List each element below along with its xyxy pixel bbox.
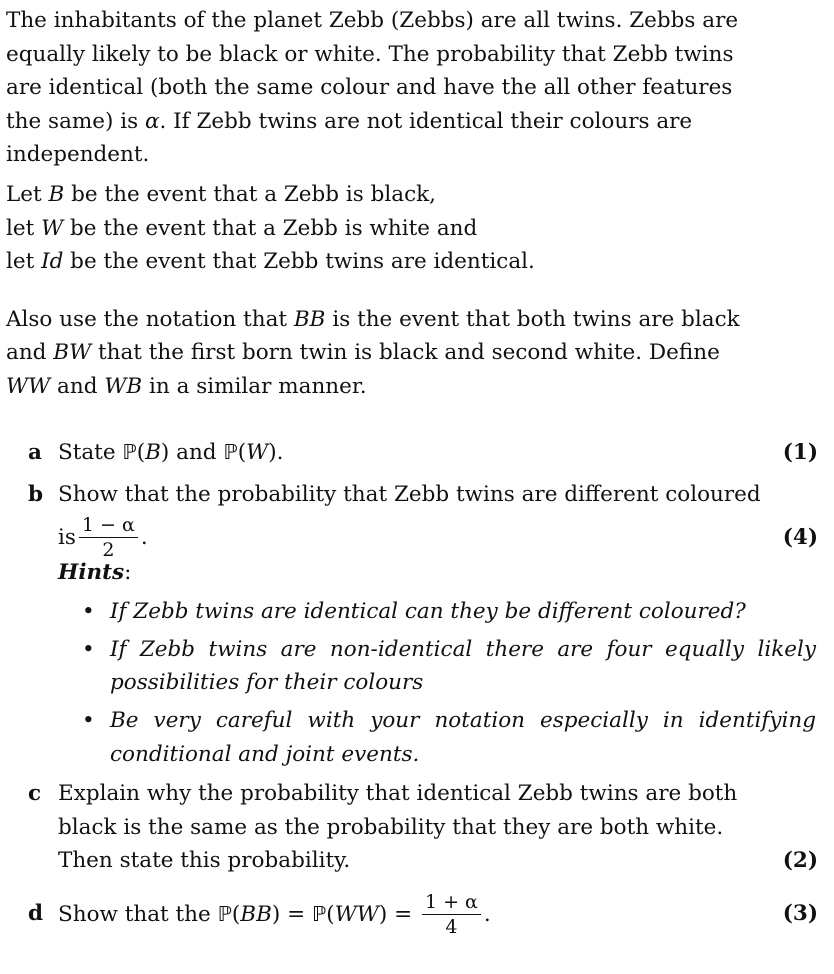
- question-c-line-1: Explain why the probability that identical Zebb twins are both: [58, 781, 738, 807]
- hint-item: [82, 704, 816, 771]
- intro-line-4: [6, 105, 818, 139]
- fraction-numerator: 1 − α: [79, 514, 138, 538]
- notation-line-2-rest: that the first born twin is black and second white. Define: [91, 340, 720, 366]
- question-c-text: [58, 777, 784, 878]
- question-c-marks: (2): [782, 848, 818, 874]
- intro-line-4-rest: . If Zebb twins are not identical their colours are: [159, 108, 693, 134]
- question-b-is: is: [58, 524, 76, 550]
- question-a-label: a: [28, 440, 42, 465]
- notation-line-2: [6, 336, 818, 370]
- intro-line-3: are identical (both the same colour and have the all other features: [6, 75, 733, 101]
- question-d-text: Show that the ℙ(BB) = ℙ(WW) = $\frac{1 + \alpha}{4}$ .: [58, 891, 491, 939]
- question-d-equals-2: ) =: [378, 901, 419, 927]
- event-id-text: be the event that Zebb twins are identical.: [63, 249, 535, 275]
- prob-symbol: ℙ: [223, 440, 238, 464]
- event-id-symbol: Id: [41, 249, 64, 275]
- event-b-line: [6, 178, 818, 212]
- question-b-line-1: Show that the probability that Zebb twins are different coloured: [58, 482, 761, 507]
- notation-line-3-rest: in a similar manner.: [142, 373, 367, 399]
- fraction-numerator: 1 + α: [422, 891, 481, 915]
- question-a: [28, 436, 818, 476]
- notation-paragraph: [6, 303, 818, 404]
- question-a-text: State ℙ(B) and ℙ(W).: [58, 440, 284, 465]
- event-w-prefix: let: [6, 215, 42, 241]
- question-c: [28, 777, 818, 878]
- prob-symbol: ℙ: [217, 901, 232, 926]
- question-a-end: ).: [268, 440, 284, 465]
- document-page: [6, 4, 818, 404]
- fraction-denominator: 2: [102, 539, 115, 562]
- alpha-symbol: α: [144, 108, 160, 134]
- question-d-period: .: [483, 901, 491, 927]
- hints-colon: :: [124, 559, 132, 585]
- notation-line-1-rest: is the event that both twins are black: [325, 306, 740, 332]
- notation-wb: WB: [104, 373, 143, 399]
- question-b-label: b: [28, 482, 44, 507]
- hint-item: [82, 633, 816, 700]
- intro-line-1: The inhabitants of the planet Zebb (Zebbs) are all twins. Zebbs are: [6, 8, 739, 33]
- question-c-line-3: Then state this probability.: [58, 848, 351, 874]
- notation-line-3-text: and: [50, 373, 105, 399]
- hints-title-text: Hints: [58, 559, 125, 585]
- event-b-text: be the event that a Zebb is black,: [64, 181, 436, 207]
- notation-line-1: [6, 303, 818, 337]
- question-d-bb: BB: [240, 901, 272, 927]
- question-b: [28, 478, 818, 771]
- question-d-label: d: [28, 900, 44, 926]
- event-id-line: [6, 245, 818, 279]
- fraction-denominator: 4: [445, 916, 458, 939]
- question-d-ww: WW: [334, 901, 379, 927]
- bullet-icon: •: [82, 707, 95, 733]
- hints-title: [58, 556, 818, 590]
- fraction-one-plus-alpha-over-four: [422, 891, 481, 938]
- notation-line-2-text: and: [6, 340, 54, 366]
- event-w-text: be the event that a Zebb is white and: [63, 215, 478, 241]
- event-w-symbol: W: [41, 215, 64, 241]
- notation-line-1-text: Also use the notation that: [6, 306, 294, 332]
- question-b-period: .: [140, 524, 148, 550]
- intro-line-5: independent.: [6, 142, 150, 168]
- bullet-icon: •: [82, 599, 95, 625]
- bullet-icon: •: [82, 636, 95, 662]
- question-c-line-2: black is the same as the probability that they are both white.: [58, 814, 724, 840]
- question-a-mid: ) and: [160, 440, 224, 465]
- question-a-b: B: [145, 440, 161, 465]
- intro-paragraph: [6, 4, 818, 172]
- event-b-symbol: B: [48, 181, 65, 207]
- notation-bb: BB: [293, 306, 326, 332]
- hint-text: If Zebb twins are non-identical there are four equally likely possibilities for their colours: [110, 636, 816, 696]
- event-w-line: [6, 212, 818, 246]
- notation-line-3: [6, 370, 818, 404]
- events-paragraph: [6, 178, 818, 279]
- question-d: [28, 886, 818, 942]
- intro-line-2: equally likely to be black or white. The probability that Zebb twins: [6, 41, 734, 67]
- question-list: [28, 436, 818, 942]
- question-b-marks: (4): [782, 525, 818, 550]
- question-d-equals-1: ) =: [271, 901, 312, 927]
- prob-symbol: ℙ: [311, 901, 327, 926]
- question-c-label: c: [28, 781, 42, 807]
- event-id-prefix: let: [6, 249, 42, 275]
- intro-line-4-text: the same) is: [6, 108, 145, 134]
- hint-text: If Zebb twins are identical can they be different coloured?: [110, 599, 746, 625]
- question-a-prefix: State: [58, 440, 123, 465]
- question-b-text: [58, 478, 784, 564]
- question-d-marks: (3): [782, 900, 818, 926]
- question-a-marks: (1): [782, 440, 818, 465]
- question-d-prefix: Show that the: [58, 901, 218, 927]
- event-b-prefix: Let: [6, 181, 49, 207]
- prob-symbol: ℙ: [122, 440, 137, 464]
- notation-bw: BW: [53, 340, 92, 366]
- hint-item: [82, 595, 816, 629]
- question-a-w: W: [246, 440, 269, 465]
- fraction-one-minus-alpha-over-two: [79, 514, 138, 561]
- hints-list: [28, 595, 818, 771]
- notation-ww: WW: [6, 373, 51, 399]
- hint-text: Be very careful with your notation especially in identifying conditional and joint events.: [110, 707, 816, 767]
